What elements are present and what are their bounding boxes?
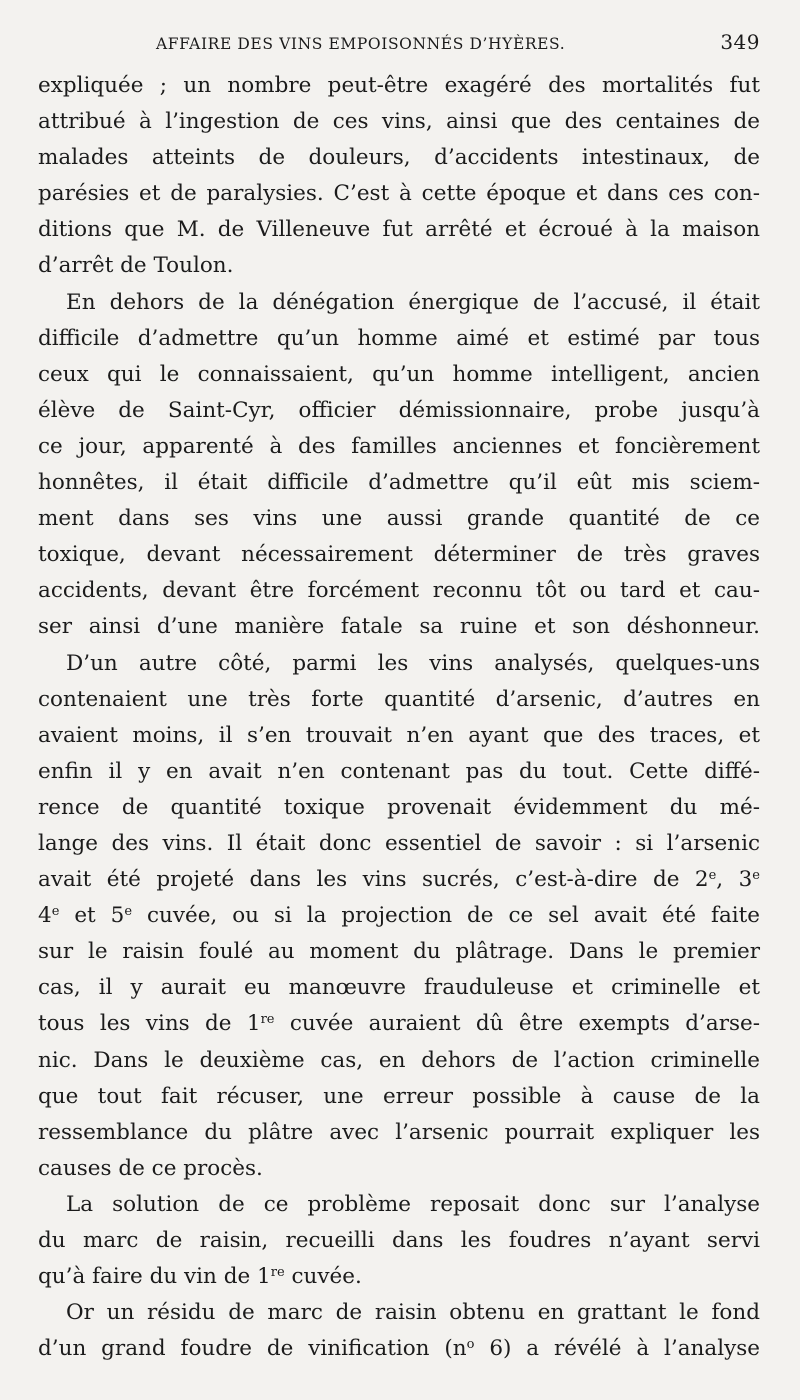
text-line: cas, il y aurait eu manœuvre frauduleuse et criminelle et xyxy=(38,975,760,1001)
paragraph xyxy=(38,646,760,1187)
text-line: ressemblance du plâtre avec l’arsenic pourrait expliquer les xyxy=(38,1119,760,1145)
text-line: expliquée ; un nombre peut-être exagéré des mortalités fut xyxy=(38,73,760,98)
text-line: élève de Saint-Cyr, officier démissionnaire, probe jusqu’à xyxy=(38,397,760,423)
paragraph xyxy=(38,68,760,285)
text-line: ser ainsi d’une manière fatale sa ruine et son déshonneur. xyxy=(38,614,760,640)
running-head xyxy=(38,30,760,66)
text-line: nic. Dans le deuxième cas, en dehors de l’action criminelle xyxy=(38,1047,760,1073)
text-line: enfin il y en avait n’en contenant pas du tout. Cette diffé- xyxy=(38,758,760,784)
text-line: sur le raisin foulé au moment du plâtrage. Dans le premier xyxy=(38,939,760,965)
text-line: attribué à l’ingestion de ces vins, ainsi que des centaines de xyxy=(38,109,760,135)
text-line: La solution de ce problème reposait donc sur l’analyse xyxy=(66,1191,760,1217)
paragraph xyxy=(38,1295,760,1367)
text-line: avaient moins, il s’en trouvait n’en ayant que des traces, et xyxy=(38,722,760,748)
text-line: honnêtes, il était difficile d’admettre qu’il eût mis sciem- xyxy=(38,470,760,496)
text-line: D’un autre côté, parmi les vins analysés, quelques-uns xyxy=(66,650,760,676)
text-line: contenaient une très forte quantité d’arsenic, d’autres en xyxy=(38,686,760,712)
text-line: toxique, devant nécessairement déterminer de très graves xyxy=(38,542,760,568)
text-line: ditions que M. de Villeneuve fut arrêté et écroué à la maison xyxy=(38,217,760,243)
text-line: du marc de raisin, recueilli dans les foudres n’ayant servi xyxy=(38,1228,760,1253)
text-line: parésies et de paralysies. C’est à cette époque et dans ces con- xyxy=(38,181,760,207)
text-line: rence de quantité toxique provenait évidemment du mé- xyxy=(38,794,760,820)
paragraph xyxy=(38,285,760,646)
text-line: accidents, devant être forcément reconnu tôt ou tard et cau- xyxy=(38,578,760,604)
text-line: que tout fait récuser, une erreur possible à cause de la xyxy=(38,1083,760,1109)
text-line: ce jour, apparenté à des familles anciennes et foncièrement xyxy=(38,433,760,459)
text-line: Or un résidu de marc de raisin obtenu en grattant le fond xyxy=(66,1300,760,1326)
text-line: lange des vins. Il était donc essentiel de savoir : si l’arsenic xyxy=(38,830,760,856)
text-line: causes de ce procès. xyxy=(38,1155,263,1181)
text-line: ment dans ses vins une aussi grande quantité de ce xyxy=(38,506,760,532)
text-line: En dehors de la dénégation énergique de l’accusé, il était xyxy=(66,289,760,315)
paragraph xyxy=(38,1187,760,1295)
text-line: avait été projeté dans les vins sucrés, c’est-à-dire de 2e, 3e xyxy=(38,867,760,893)
page-number: 349 xyxy=(720,30,760,54)
body-text xyxy=(38,68,760,1367)
text-line: ceux qui le connaissaient, qu’un homme intelligent, ancien xyxy=(38,361,760,387)
text-line: 4e et 5e cuvée, ou si la projection de ce sel avait été faite xyxy=(38,903,760,929)
text-line: tous les vins de 1re cuvée auraient dû être exempts d’arse- xyxy=(38,1011,760,1037)
text-line: d’un grand foudre de vinification ($n^o$ 6) a révélé à l’analyse xyxy=(38,1336,760,1362)
text-line: qu’à faire du vin de 1re cuvée. xyxy=(38,1264,362,1290)
text-line: d’arrêt de Toulon. xyxy=(38,253,234,279)
running-title: AFFAIRE DES VINS EMPOISONNÉS D’HYÈRES. xyxy=(156,35,566,53)
text-line: difficile d’admettre qu’un homme aimé et estimé par tous xyxy=(38,325,760,351)
text-line: malades atteints de douleurs, d’accidents intestinaux, de xyxy=(38,145,760,171)
